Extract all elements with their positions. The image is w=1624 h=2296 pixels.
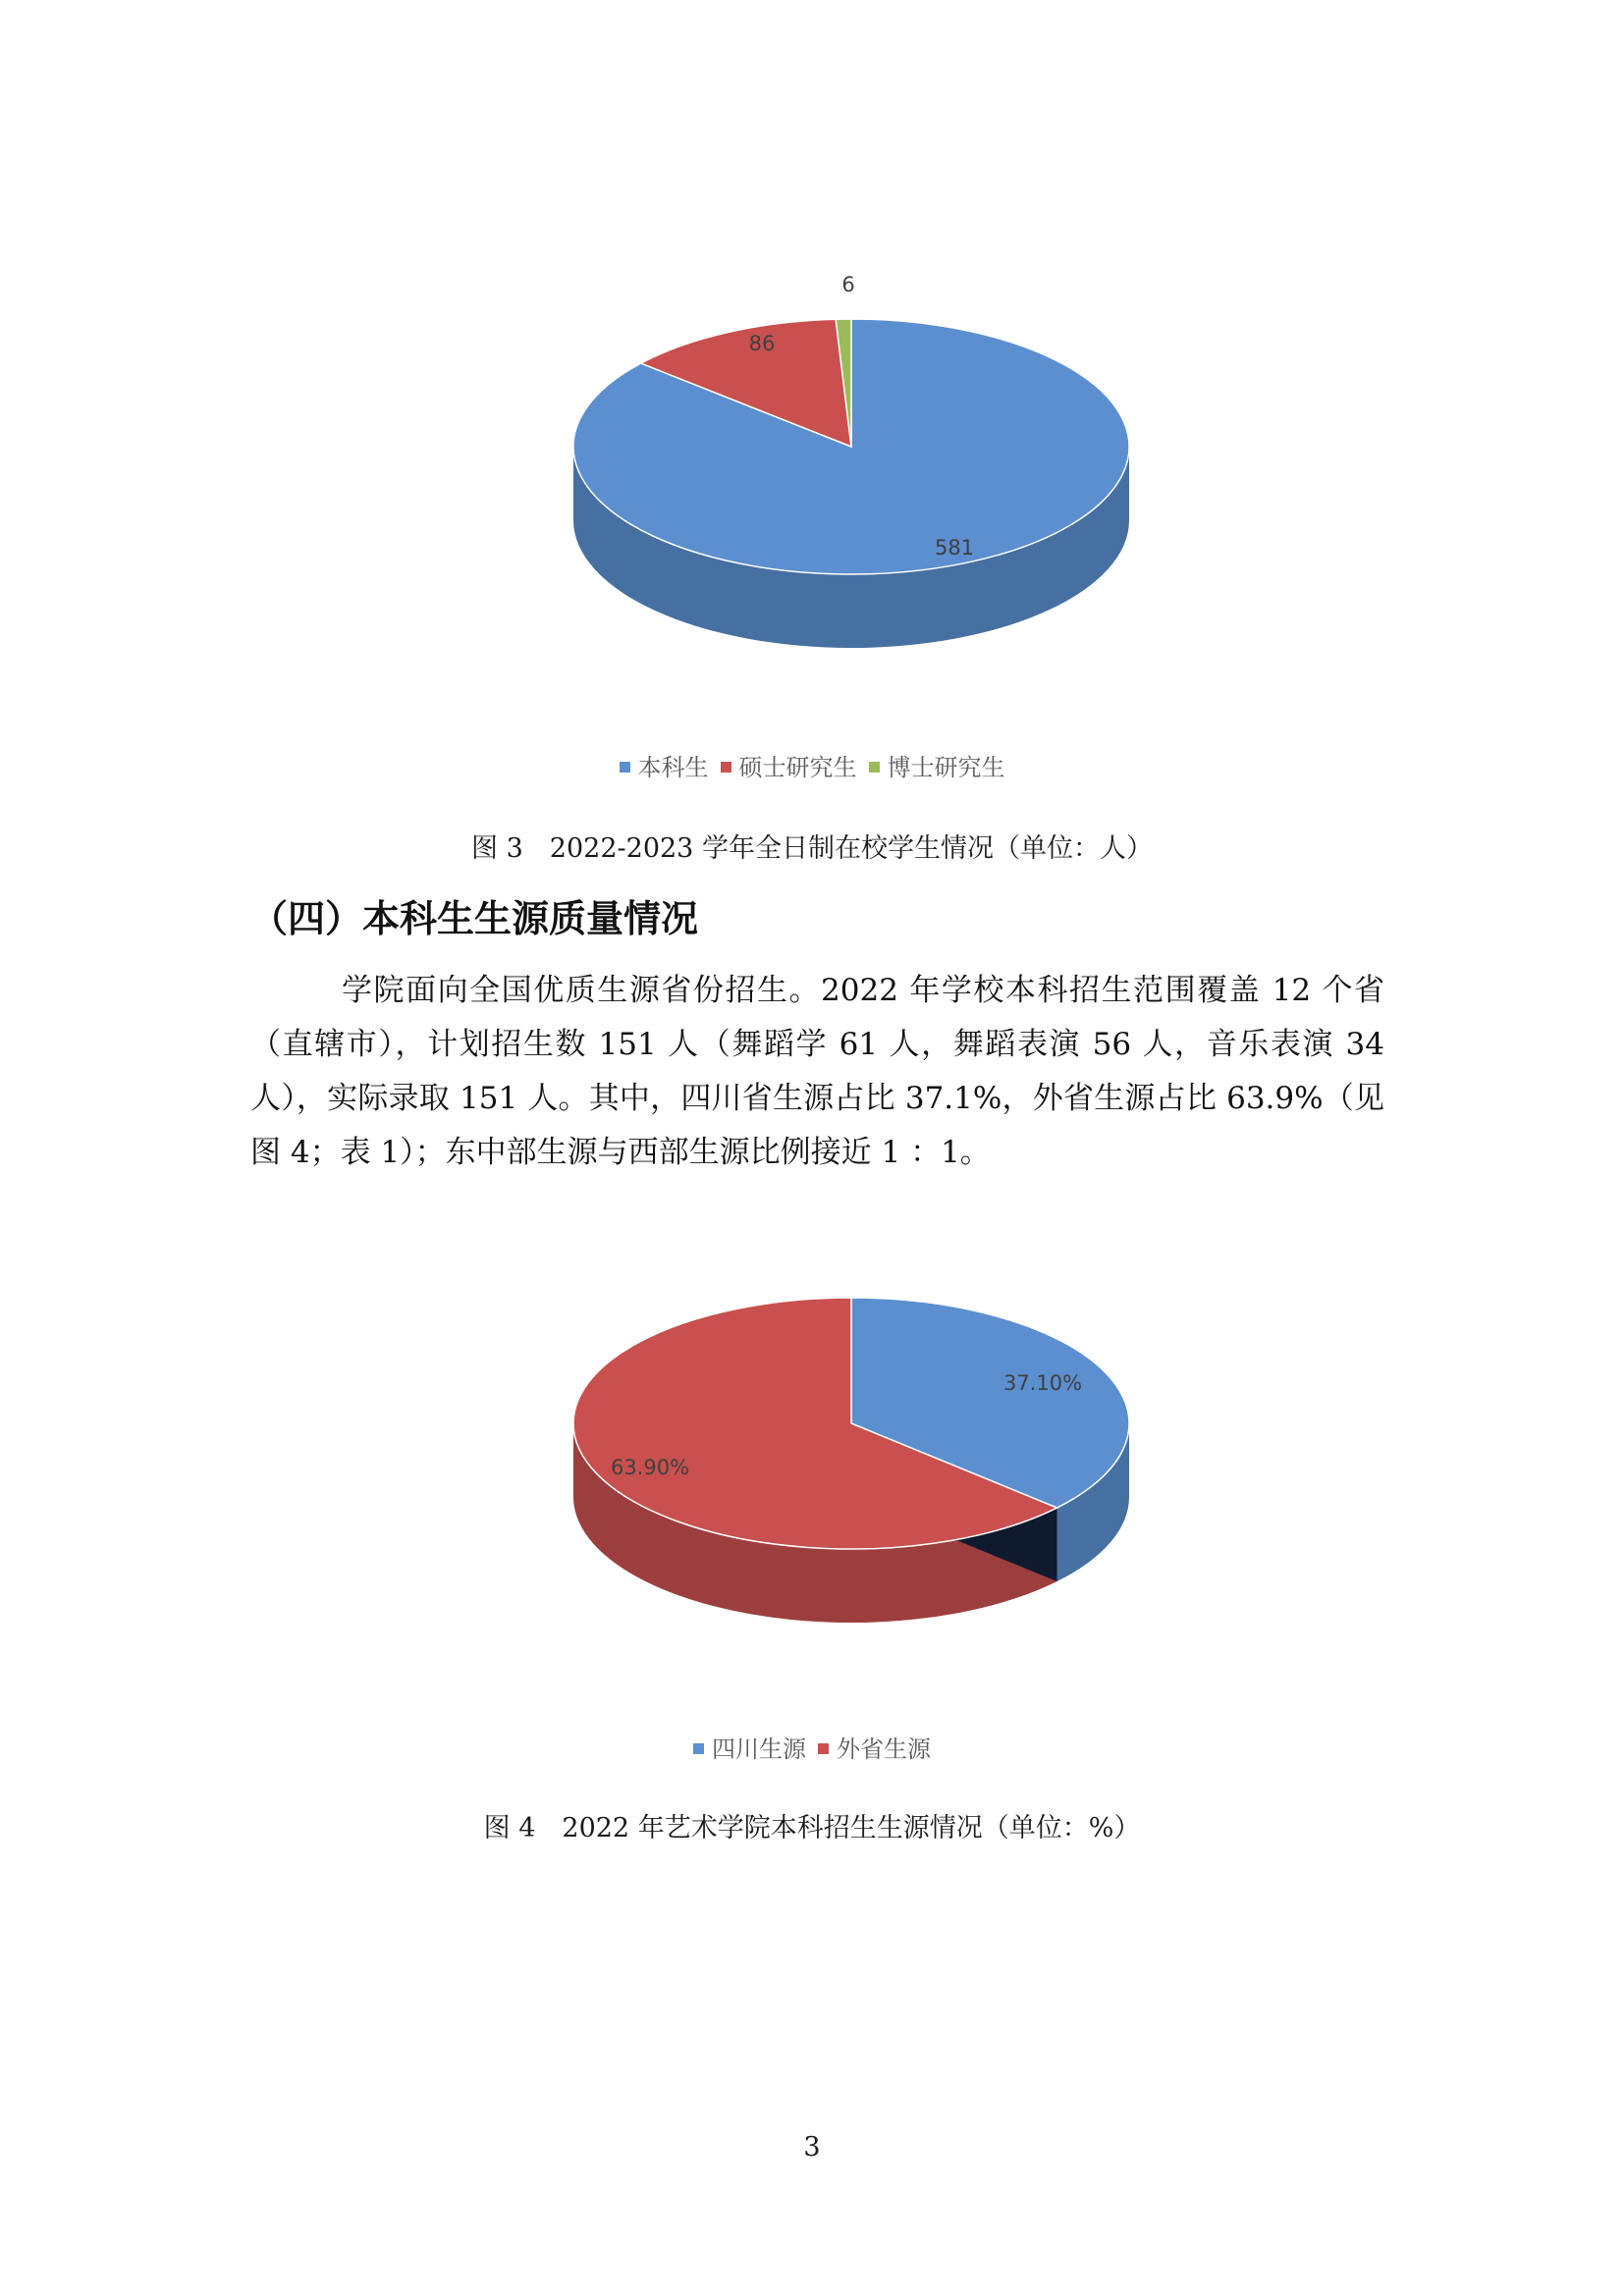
figure-4-pie-chart [0, 1266, 1624, 1777]
section-paragraph: 学院面向全国优质生源省份招生。2022 年学校本科招生范围覆盖 12 个省（直辖市），计划招生数 151 人（舞蹈学 61 人，舞蹈表演 56 人，音乐表演 34 人），实际录取 151 人。其中，四川省生源占比 37.1%，外省生源占比 63.9%（见图 4；表 1）；东中部生源与西部生源比例接近 1 ：1。 [250, 973, 1384, 1170]
data-label-1: 37.10% [1002, 1371, 1083, 1395]
data-label-2: 86 [748, 332, 776, 355]
figure-3-caption: 图 3 2022-2023 学年全日制在校学生情况（单位：人） [471, 833, 1153, 864]
legend-label: 外省生源 [837, 1735, 931, 1763]
legend-swatch [693, 1743, 704, 1754]
figure-3-pie-chart [0, 250, 1624, 800]
legend-label: 本科生 [637, 754, 709, 781]
legend-swatch [721, 762, 731, 773]
pie-chart-3-svg [0, 250, 1624, 800]
data-label-3: 6 [841, 273, 855, 296]
figure-4-legend [0, 1730, 1624, 1764]
legend-label: 博士研究生 [887, 754, 1005, 781]
data-label-2: 63.90% [610, 1456, 690, 1479]
legend-label: 硕士研究生 [738, 754, 857, 781]
legend-item [693, 1730, 806, 1764]
data-label-1: 581 [934, 536, 975, 560]
legend-item [869, 748, 1005, 782]
legend-swatch [818, 1743, 829, 1754]
legend-swatch [620, 762, 630, 773]
legend-item [721, 748, 857, 782]
figure-3-legend [0, 748, 1624, 782]
section-heading: （四）本科生生源质量情况 [250, 897, 699, 940]
pie-chart-4-svg [0, 1266, 1624, 1777]
legend-label: 四川生源 [712, 1735, 806, 1763]
legend-item [818, 1730, 931, 1764]
legend-item [620, 748, 709, 782]
page-number: 3 [803, 2132, 821, 2163]
legend-swatch [869, 762, 880, 773]
figure-4-caption: 图 4 2022 年艺术学院本科招生生源情况（单位：%） [483, 1813, 1141, 1843]
